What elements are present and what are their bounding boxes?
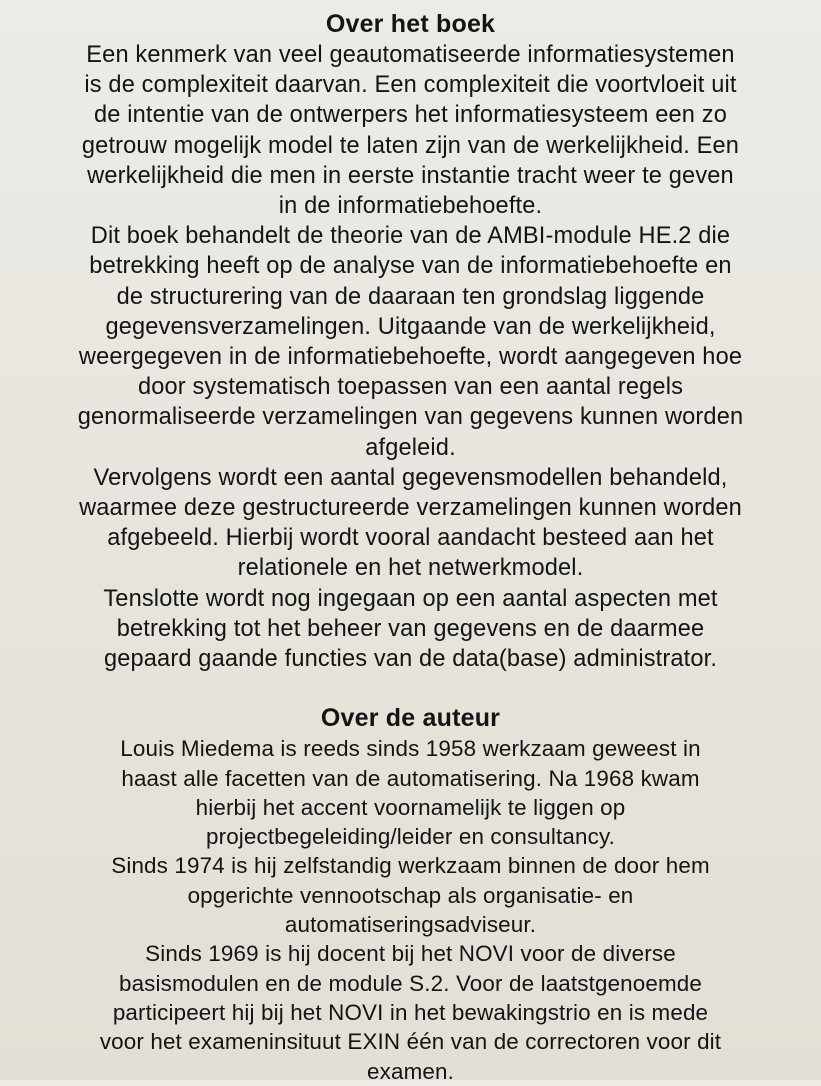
- text-line: Dit boek behandelt de theorie van de AMBI-module HE.2 die: [90, 223, 731, 250]
- text-line: gegevensverzamelingen. Uitgaande van de werkelijkheid,: [105, 313, 716, 340]
- text-line: afgebeeld. Hierbij wordt vooral aandacht besteed aan het: [107, 525, 714, 552]
- text-line: de intentie van de ontwerpers het informatiesysteem een zo: [94, 102, 727, 129]
- text-line: haast alle facetten van de automatisering. Na 1968 kwam: [121, 765, 700, 791]
- text-line: in de informatiebehoefte.: [278, 193, 543, 220]
- text-line: opgerichte vennootschap als organisatie- en: [187, 882, 634, 908]
- text-line: Tenslotte wordt nog ingegaan op een aantal aspecten met: [103, 585, 718, 612]
- text-line: Louis Miedema is reeds sinds 1958 werkzaam geweest in: [120, 736, 701, 762]
- text-line: Sinds 1969 is hij docent bij het NOVI voor de diverse: [145, 941, 676, 967]
- text-line: is de complexiteit daarvan. Een complexiteit die voortvloeit uit: [84, 72, 737, 99]
- text-line: projectbegeleiding/leider en consultancy.: [205, 824, 616, 850]
- text-line: waarmee deze gestructureerde verzamelingen kunnen worden: [79, 495, 742, 522]
- text-line: participeert hij bij het NOVI in het bewakingstrio en is mede: [112, 999, 709, 1025]
- about-author-text: [8, 734, 813, 1086]
- text-line: basismodulen en de module S.2. Voor de laatstgenoemde: [118, 970, 703, 996]
- text-line: voor het exameninsituut EXIN één van de correctoren voor dit: [99, 1029, 722, 1055]
- text-line: Sinds 1974 is hij zelfstandig werkzaam binnen de door hem: [111, 853, 710, 879]
- about-book-text: [8, 40, 813, 674]
- about-author-section: [8, 702, 813, 1086]
- text-line: weergegeven in de informatiebehoefte, wordt aangegeven hoe: [78, 344, 743, 371]
- text-line: afgeleid.: [365, 434, 456, 461]
- text-line: genormaliseerde verzamelingen van gegevens kunnen worden: [77, 404, 744, 431]
- text-line: getrouw mogelijk model te laten zijn van de werkelijkheid. Een: [81, 132, 740, 159]
- text-line: betrekking heeft op de analyse van de informatiebehoefte en: [89, 253, 732, 280]
- text-line: Een kenmerk van veel geautomatiseerde informatiesystemen: [86, 42, 735, 68]
- about-author-heading: Over de auteur: [320, 704, 501, 733]
- text-line: werkelijkheid die men in eerste instantie tracht weer te geven: [87, 162, 734, 189]
- text-line: door systematisch toepassen van een aantal regels: [137, 374, 684, 401]
- text-line: Vervolgens wordt een aantal gegevensmodellen behandeld,: [93, 464, 728, 491]
- text-line: hierbij het accent voornamelijk te liggen op: [195, 794, 626, 820]
- about-book-heading: Over het boek: [325, 10, 496, 38]
- text-line: betrekking tot het beheer van gegevens en de daarmee: [116, 615, 705, 642]
- text-line: gepaard gaande functies van de data(base) administrator.: [103, 646, 718, 673]
- about-book-section: [8, 8, 813, 674]
- text-line: examen.: [367, 1058, 454, 1084]
- text-line: de structurering van de daaraan ten grondslag liggende: [116, 283, 705, 310]
- text-line: automatiseringsadviseur.: [284, 912, 537, 938]
- text-line: relationele en het netwerkmodel.: [237, 555, 584, 582]
